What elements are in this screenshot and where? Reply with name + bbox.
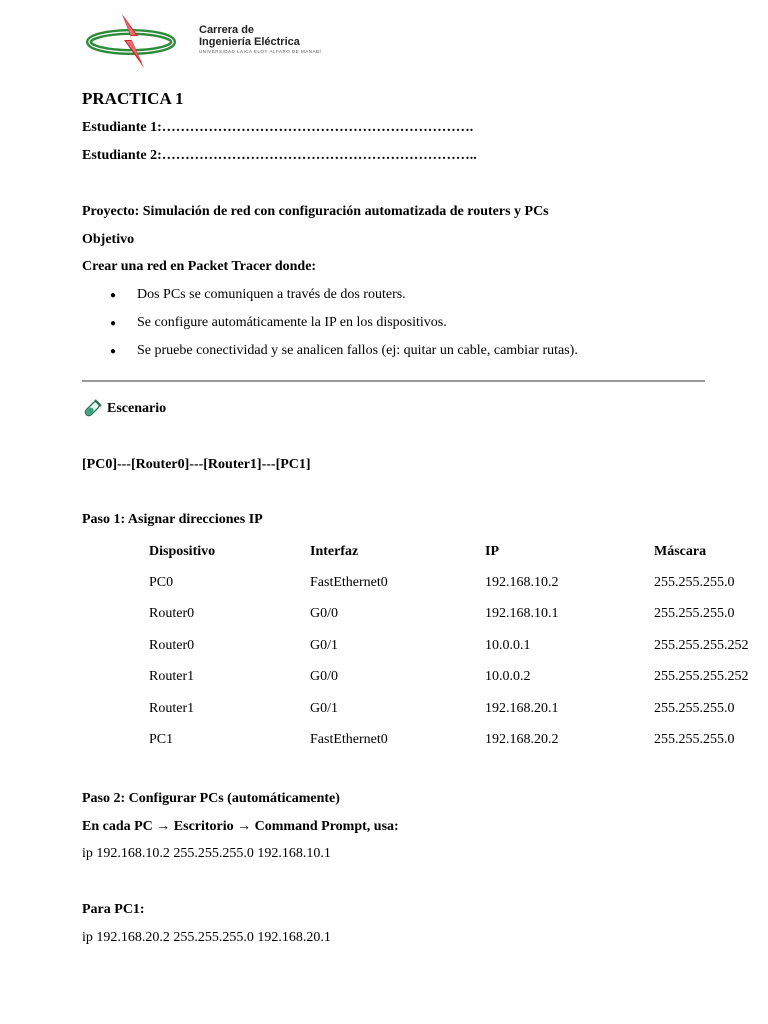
student-2-line: Estudiante 2:………………………………………………………….. bbox=[82, 148, 477, 163]
logo-line-2: Ingeniería Eléctrica bbox=[199, 36, 300, 48]
project-title: Proyecto: Simulación de red con configuración automatizada de routers y PCs bbox=[82, 204, 549, 219]
table-cell: 10.0.0.1 bbox=[485, 638, 531, 653]
table-cell: 192.168.20.1 bbox=[485, 701, 559, 716]
table-cell: G0/0 bbox=[310, 606, 338, 621]
table-cell: 192.168.20.2 bbox=[485, 732, 559, 747]
table-cell: 255.255.255.0 bbox=[654, 606, 735, 621]
network-topology: [PC0]---[Router0]---[Router1]---[PC1] bbox=[82, 457, 311, 472]
table-cell: Router1 bbox=[149, 669, 195, 684]
table-cell: 255.255.255.0 bbox=[654, 732, 735, 747]
list-item: Dos PCs se comuniquen a través de dos routers. bbox=[137, 287, 406, 302]
step-2-heading: Paso 2: Configurar PCs (automáticamente) bbox=[82, 791, 340, 806]
bullet-marker: ● bbox=[110, 290, 117, 301]
page-title: PRACTICA 1 bbox=[82, 89, 184, 108]
table-cell: Router1 bbox=[149, 701, 195, 716]
objective-heading: Objetivo bbox=[82, 232, 135, 247]
university-logo bbox=[86, 10, 386, 72]
step-1-heading: Paso 1: Asignar direcciones IP bbox=[82, 512, 263, 527]
table-cell: PC0 bbox=[149, 575, 174, 590]
objective-intro: Crear una red en Packet Tracer donde: bbox=[82, 259, 317, 274]
column-header: IP bbox=[485, 544, 499, 559]
table-cell: Router0 bbox=[149, 606, 195, 621]
table-cell: 255.255.255.252 bbox=[654, 669, 749, 684]
logo-university: UNIVERSIDAD LAICA ELOY ALFARO DE MANABÍ bbox=[199, 49, 322, 54]
step-2-instruction: En cada PC → Escritorio → Command Prompt, usa: bbox=[82, 819, 399, 834]
table-cell: G0/1 bbox=[310, 701, 338, 716]
table-cell: 255.255.255.252 bbox=[654, 638, 749, 653]
lightning-bolt-logo-icon bbox=[86, 10, 196, 72]
table-cell: 192.168.10.1 bbox=[485, 606, 559, 621]
table-cell: 192.168.10.2 bbox=[485, 575, 559, 590]
column-header: Máscara bbox=[654, 544, 707, 559]
table-cell: FastEthernet0 bbox=[310, 575, 388, 590]
column-header: Interfaz bbox=[310, 544, 359, 559]
student-1-line: Estudiante 1:…………………………………………………………. bbox=[82, 120, 474, 135]
table-cell: 255.255.255.0 bbox=[654, 575, 735, 590]
logo-line-1: Carrera de bbox=[199, 24, 255, 36]
list-item: Se pruebe conectividad y se analicen fallos (ej: quitar un cable, cambiar rutas). bbox=[137, 343, 578, 358]
table-cell: 255.255.255.0 bbox=[654, 701, 735, 716]
pc1-command: ip 192.168.20.2 255.255.255.0 192.168.20.1 bbox=[82, 930, 331, 945]
table-cell: PC1 bbox=[149, 732, 174, 747]
pc0-command: ip 192.168.10.2 255.255.255.0 192.168.10.1 bbox=[82, 846, 331, 861]
list-item: Se configure automáticamente la IP en los dispositivos. bbox=[137, 315, 447, 330]
test-tube-icon bbox=[82, 399, 102, 424]
table-cell: FastEthernet0 bbox=[310, 732, 388, 747]
bullet-marker: ● bbox=[110, 318, 117, 329]
table-cell: Router0 bbox=[149, 638, 195, 653]
horizontal-divider bbox=[82, 380, 705, 382]
scenario-heading: Escenario bbox=[107, 401, 167, 416]
column-header: Dispositivo bbox=[149, 544, 216, 559]
table-cell: G0/0 bbox=[310, 669, 338, 684]
pc1-heading: Para PC1: bbox=[82, 902, 145, 917]
table-cell: 10.0.0.2 bbox=[485, 669, 531, 684]
table-cell: G0/1 bbox=[310, 638, 338, 653]
bullet-marker: ● bbox=[110, 346, 117, 357]
